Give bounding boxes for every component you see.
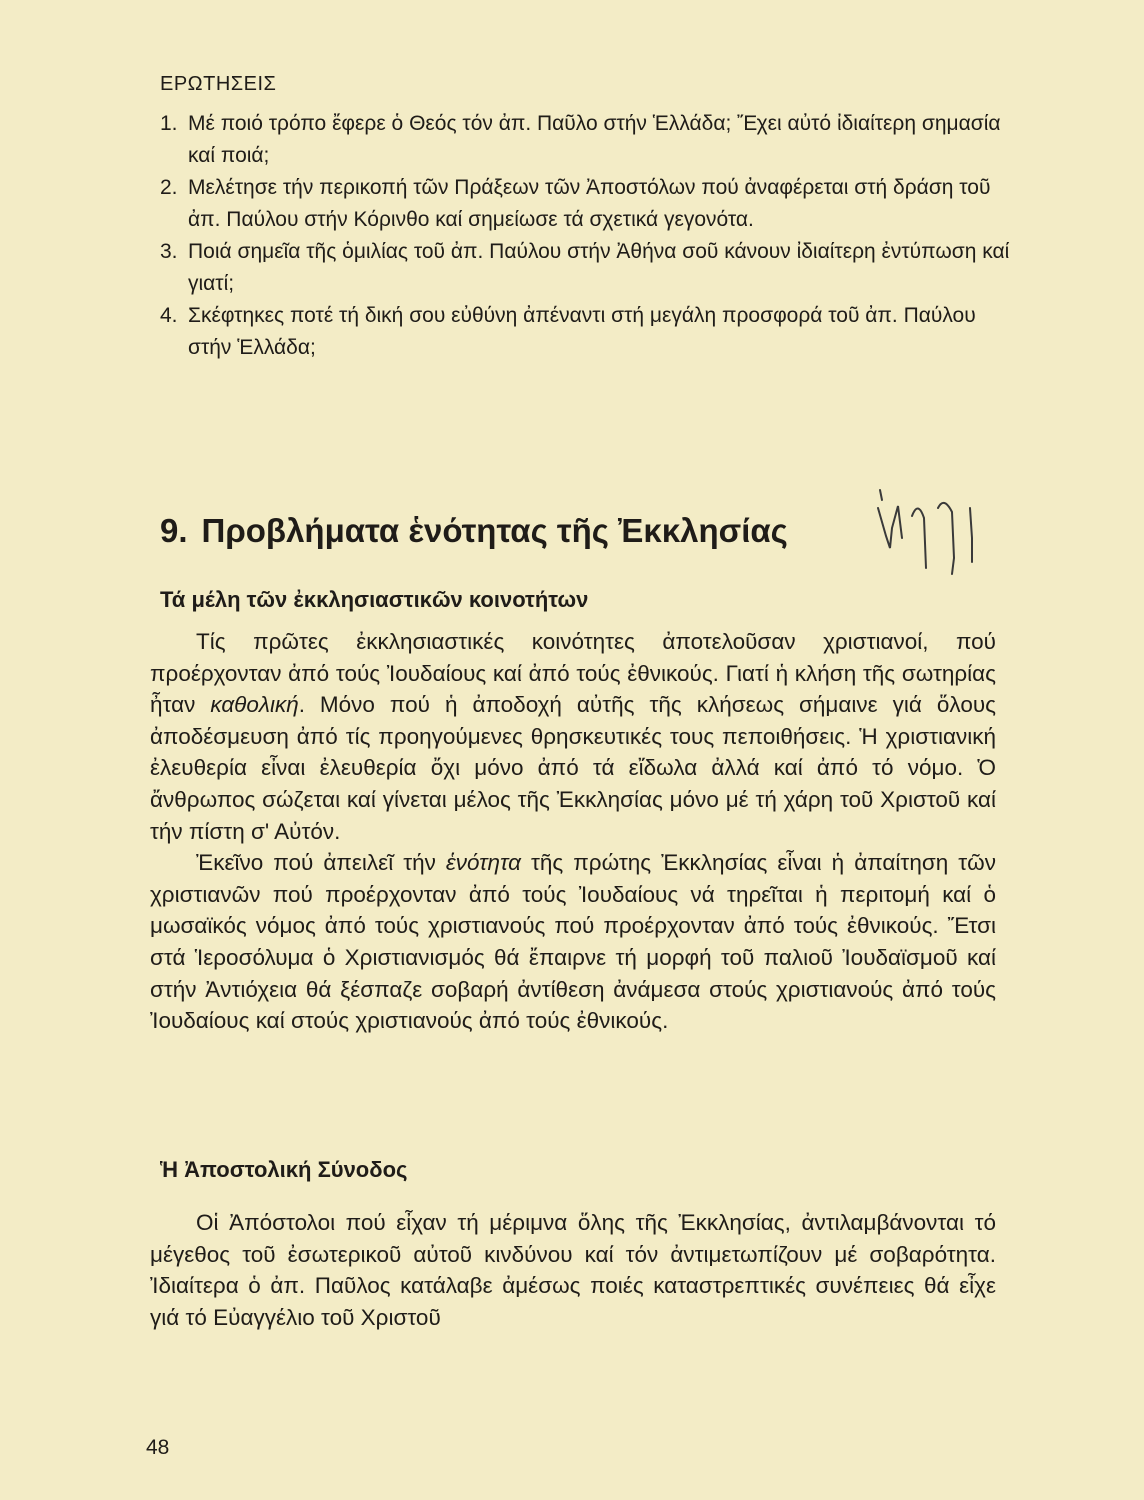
chapter-number: 9. [160, 512, 188, 549]
paragraph-text: . Μόνο πού ἡ ἀποδοχή αὐτῆς τῆς κλήσεως σήμαινε γιά ὅλους ἀποδέσμευση ἀπό τίς προηγούμενες θρησκευτικές τους πεποιθήσεις. Ἡ χριστιανική ἐλευθερία εἶναι ἐλευθερία ὄχι μόνο ἀπό τά εἴδωλα ἀλλά καί ἀπό τό νόμο. Ὁ ἄνθρωπος σώζεται καί γίνεται μέλος τῆς Ἐκκλησίας μόνο μέ τή χάρη τοῦ Χριστοῦ καί τήν πίστη σ' Αὐτόν. [150, 692, 996, 844]
question-item [160, 108, 1010, 172]
question-item [160, 172, 1010, 236]
paragraph-text: Τίς πρῶτες ἐκκλησιαστικές κοινότητες ἀποτελοῦσαν χριστιανοί, πού προέρχονταν ἀπό τούς Ἰουδαίους καί ἀπό τούς ἐθνικούς. Γιατί ἡ κλήση τῆς σωτηρίας ἦταν [150, 629, 996, 718]
section-heading-apostolic-synod: Ἡ Ἀποστολική Σύνοδος [160, 1157, 408, 1182]
question-item [160, 236, 1010, 300]
chapter-title [160, 512, 788, 550]
handwritten-mark [868, 478, 988, 588]
question-number: 4. [160, 304, 178, 327]
question-item [160, 300, 1010, 364]
question-text: Ποιά σημεῖα τῆς ὁμιλίας τοῦ ἀπ. Παύλου στήν Ἀθήνα σοῦ κάνουν ἰδιαίτερη ἐντύπωση καί γιατί; [188, 240, 1010, 295]
question-number: 3. [160, 240, 178, 263]
question-number: 1. [160, 112, 178, 135]
questions-header: ΕΡΩΤΗΣΕΙΣ [160, 73, 277, 95]
paragraph [150, 626, 996, 847]
section-heading-members: Τά μέλη τῶν ἐκκλησιαστικῶν κοινοτήτων [160, 587, 589, 612]
emphasis-text: καθολική [210, 692, 299, 718]
questions-list [160, 108, 1010, 364]
question-text: Μελέτησε τήν περικοπή τῶν Πράξεων τῶν Ἀποστόλων πού ἀναφέρεται στή δράση τοῦ ἀπ. Παύλου στήν Κόρινθο καί σημείωσε τά σχετικά γεγονότα. [188, 176, 991, 231]
emphasis-text: ἑνότητα [445, 850, 521, 876]
question-text: Σκέφτηκες ποτέ τή δική σου εὐθύνη ἀπέναντι στή μεγάλη προσφορά τοῦ ἀπ. Παύλου στήν Ἑλλάδα; [188, 304, 976, 359]
paragraph-text: τῆς πρώτης Ἐκκλησίας εἶναι ἡ ἀπαίτηση τῶν χριστιανῶν πού προέρχονταν ἀπό τούς Ἰουδαίους νά τηρεῖται ἡ περιτομή καί ὁ μωσαϊκός νόμος ἀπό τούς χριστιανούς πού προέρχονταν ἀπό τούς ἐθνικούς. Ἔτσι στά Ἱεροσόλυμα ὁ Χριστιανισμός θά ἔπαιρνε τή μορφή τοῦ παλιοῦ Ἰουδαϊσμοῦ καί στήν Ἀντιόχεια θά ξέσπαζε σοβαρή ἀντίθεση ἀνάμεσα στούς χριστιανούς ἀπό τούς Ἰουδαίους καί στούς χριστιανούς ἀπό τούς ἐθνικούς. [150, 850, 996, 1034]
paragraph: Οἱ Ἀπόστολοι πού εἶχαν τή μέριμνα ὅλης τῆς Ἐκκλησίας, ἀντιλαμβάνονται τό μέγεθος τοῦ ἐσωτερικοῦ αὐτοῦ κινδύνου καί τόν ἀντιμετωπίζουν μέ σοβαρότητα. Ἰδιαίτερα ὁ ἀπ. Παῦλος κατάλαβε ἀμέσως ποιές καταστρεπτικές συνέπειες θά εἶχε γιά τό Εὐαγγέλιο τοῦ Χριστοῦ [150, 1210, 996, 1330]
chapter-title-text: Προβλήματα ἑνότητας τῆς Ἐκκλησίας [201, 512, 788, 549]
section2-body [150, 1207, 996, 1333]
question-number: 2. [160, 176, 178, 199]
paragraph-text: Ἐκεῖνο πού ἀπειλεῖ τήν [196, 850, 446, 876]
page-number: 48 [146, 1436, 170, 1459]
section1-body [150, 626, 996, 1037]
paragraph [150, 847, 996, 1037]
question-text: Μέ ποιό τρόπο ἔφερε ὁ Θεός τόν ἀπ. Παῦλο στήν Ἑλλάδα; Ἔχει αὐτό ἰδιαίτερη σημασία καί ποιά; [188, 112, 1001, 167]
